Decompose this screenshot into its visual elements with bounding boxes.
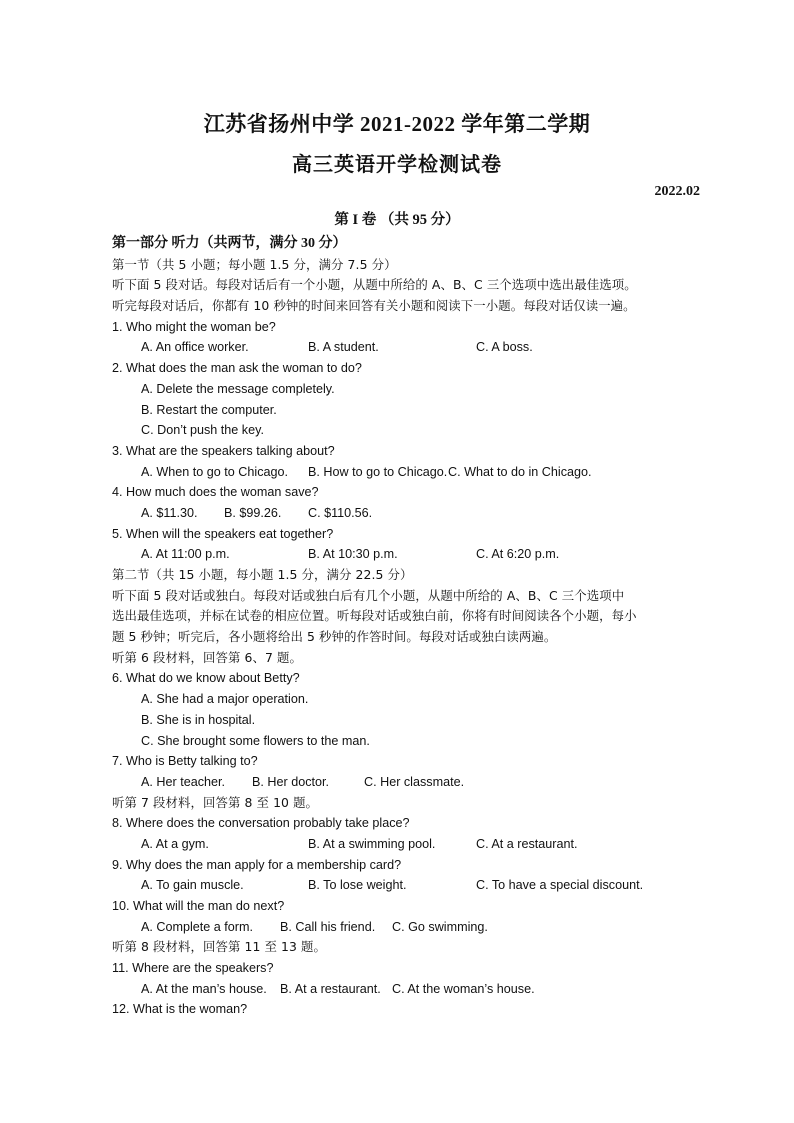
section-heading: 第一部分 听力（共两节，满分 30 分） — [112, 236, 347, 251]
question: 5. When will the speakers eat together? — [112, 526, 334, 541]
answer-options-row — [112, 337, 712, 358]
question: 4. How much does the woman save? — [112, 485, 319, 500]
question: 3. What are the speakers talking about? — [112, 443, 335, 458]
answer-options-row — [112, 875, 712, 896]
answer-options-row — [112, 917, 712, 938]
answer-option: B. At a swimming pool. — [308, 836, 436, 851]
answer-option: A. An office worker. — [141, 340, 249, 355]
answer-option: C. What to do in Chicago. — [448, 464, 592, 479]
instruction-line: 听下面 5 段对话。每段对话后有一个小题，从题中所给的 A、B、C 三个选项中选出最佳选项。 — [112, 277, 637, 293]
instruction-line: 第一节（共 5 小题；每小题 1.5 分，满分 7.5 分） — [112, 256, 397, 272]
exam-subtitle: 高三英语开学检测试卷 — [292, 154, 502, 176]
answer-option: B. A student. — [308, 340, 379, 355]
answer-option: C. Her classmate. — [364, 774, 465, 789]
question: 1. Who might the woman be? — [112, 319, 276, 334]
question: 7. Who is Betty talking to? — [112, 754, 258, 769]
answer-option: C. At the woman’s house. — [392, 981, 535, 996]
answer-option: B. Call his friend. — [280, 919, 376, 934]
instruction-line: 听第 6 段材料，回答第 6、7 题。 — [112, 649, 302, 665]
answer-options-row — [112, 544, 712, 565]
answer-options-row — [112, 503, 712, 524]
answer-option: C. At a restaurant. — [476, 836, 578, 851]
answer-option: A. Her teacher. — [141, 774, 225, 789]
exam-content — [112, 234, 712, 1020]
answer-option: C. She brought some flowers to the man. — [141, 733, 370, 748]
instruction-line: 题 5 秒钟；听完后，各小题将给出 5 秒钟的作答时间。每段对话或独白读两遍。 — [112, 629, 557, 645]
exam-date: 2022.02 — [654, 184, 700, 199]
answer-option: A. At 11:00 p.m. — [141, 547, 230, 562]
instruction-line: 听第 8 段材料，回答第 11 至 13 题。 — [112, 939, 327, 955]
instruction-line: 第二节（共 15 小题，每小题 1.5 分，满分 22.5 分） — [112, 567, 413, 582]
answer-option: C. $110.56. — [308, 505, 373, 520]
answer-option: A. Delete the message completely. — [141, 381, 335, 396]
answer-option: A. To gain muscle. — [141, 878, 244, 893]
answer-option: B. To lose weight. — [308, 878, 407, 893]
question: 10. What will the man do next? — [112, 899, 285, 913]
answer-option: B. She is in hospital. — [141, 712, 256, 727]
answer-option: B. At a restaurant. — [280, 981, 381, 996]
answer-option: A. She had a major operation. — [141, 692, 309, 707]
question: 6. What do we know about Betty? — [112, 671, 300, 686]
answer-option: C. To have a special discount. — [476, 878, 644, 893]
question: 12. What is the woman? — [112, 1002, 248, 1017]
instruction-line: 选出最佳选项，并标在试卷的相应位置。听每段对话或独白前，你将有时间阅读各个小题，每小 — [112, 608, 637, 624]
instruction-line: 听第 7 段材料，回答第 8 至 10 题。 — [112, 794, 319, 810]
answer-option: B. $99.26. — [224, 505, 282, 520]
answer-option: C. A boss. — [476, 340, 533, 355]
exam-title: 江苏省扬州中学 2021-2022 学年第二学期 — [203, 112, 591, 136]
answer-option: B. How to go to Chicago. — [308, 464, 448, 479]
answer-option: A. At a gym. — [141, 836, 209, 851]
answer-options-row — [112, 772, 712, 793]
answer-option: A. At the man’s house. — [141, 981, 267, 996]
answer-options-row — [112, 462, 712, 483]
volume-heading: 第 I 卷 （共 95 分） — [334, 212, 460, 228]
question: 9. Why does the man apply for a membership card? — [112, 857, 402, 872]
answer-option: C. Go swimming. — [392, 919, 488, 934]
answer-option: A. Complete a form. — [141, 919, 253, 934]
answer-option: A. When to go to Chicago. — [141, 464, 289, 479]
answer-option: B. At 10:30 p.m. — [308, 547, 398, 562]
answer-options-row — [112, 979, 712, 1000]
instruction-line: 听完每段对话后，你都有 10 秒钟的时间来回答有关小题和阅读下一小题。每段对话仅读一遍。 — [112, 298, 636, 314]
answer-options-row — [112, 834, 712, 855]
answer-option: B. Restart the computer. — [141, 402, 277, 417]
question: 2. What does the man ask the woman to do? — [112, 361, 362, 376]
instruction-line: 听下面 5 段对话或独白。每段对话或独白后有几个小题，从题中所给的 A、B、C 三个选项中 — [112, 587, 625, 603]
question: 11. Where are the speakers? — [112, 961, 274, 976]
answer-option: C. At 6:20 p.m. — [476, 547, 560, 562]
answer-option: C. Don’t push the key. — [141, 423, 264, 438]
question: 8. Where does the conversation probably take place? — [112, 816, 410, 831]
answer-option: A. $11.30. — [141, 505, 198, 520]
answer-option: B. Her doctor. — [252, 774, 329, 789]
